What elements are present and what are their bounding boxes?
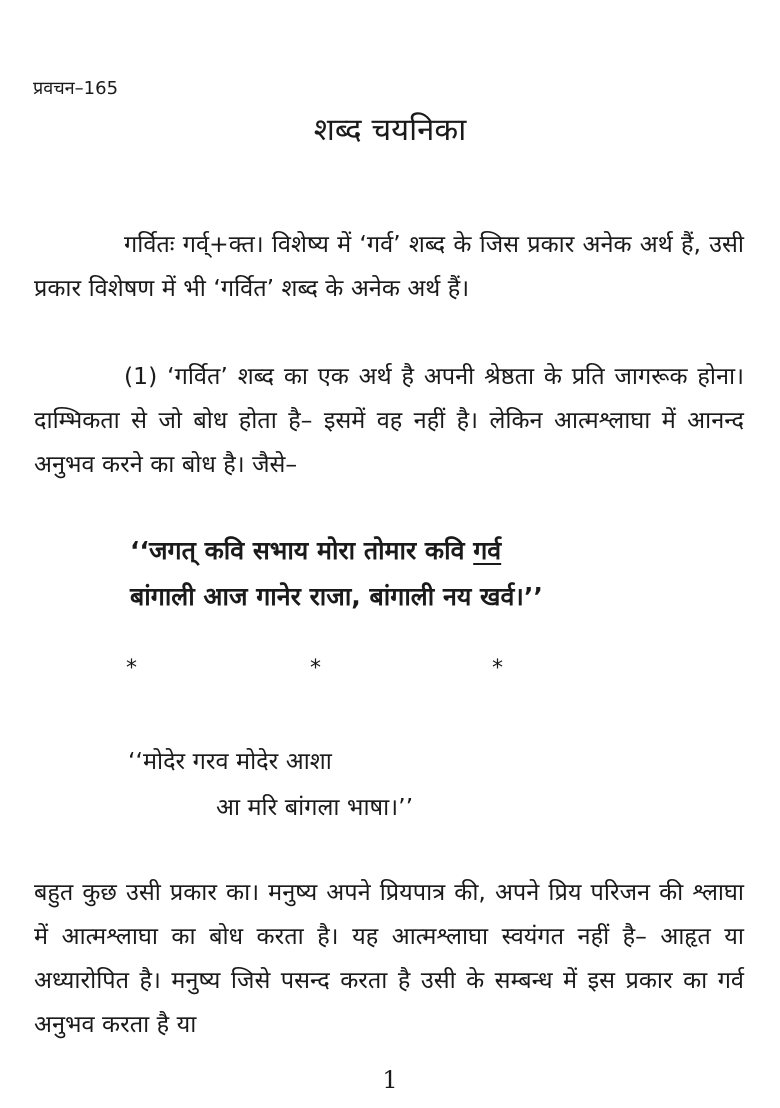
page-title: शब्द चयनिका [313,112,467,148]
page-number: 1 [382,1066,398,1094]
paragraph-1-text: गर्वितः गर्व्+क्त। विशेष्य में ‘गर्व’ शब्द के जिस प्रकार अनेक अर्थ हैं, उसी प्रकार विशेषण में भी ‘गर्वित’ शब्द के अनेक अर्थ हैं। [34,230,744,302]
paragraph-3-text: बहुत कुछ उसी प्रकार का। मनुष्य अपने प्रियपात्र की, अपने प्रिय परिजन की श्लाघा में आत्मश्लाघा का बोध करता है। यह आत्मश्लाघा स्वयंगत नहीं है– आहृत या अध्यारोपित है। मनुष्य जिसे पसन्द करता है उसी के सम्बन्ध में इस प्रकार का गर्व अनुभव करता है या [34,878,744,1038]
separator-star-2: * [310,656,321,681]
paragraph-1 [34,222,744,310]
verse-bengali-2 [128,738,728,830]
paragraph-3 [34,870,744,1046]
verse-bengali-1 [130,528,750,620]
separator-star-3: * [492,656,503,681]
verse-2-line-2: आ मरि बांगला भाषा।’’ [216,793,414,821]
verse-1-line-2: बांगाली आज गानेर राजा, बांगाली नय खर्व।’’ [130,582,543,611]
separator-star-1: * [126,656,137,681]
paragraph-2 [34,354,744,486]
verse-1-line-1-prefix: ‘‘जगत् कवि सभाय मोरा तोमार कवि [130,536,474,565]
verse-1-line-1 [130,528,750,574]
section-separator [0,656,780,686]
verse-1-underlined-word: गर्व [473,536,502,565]
paragraph-2-text: (1) ‘गर्वित’ शब्द का एक अर्थ है अपनी श्रेष्ठता के प्रति जागरूक होना। दाम्भिकता से जो बोध होता है– इसमें वह नहीं है। लेकिन आत्मश्लाघा में आनन्द अनुभव करने का बोध है। जैसे– [34,362,744,478]
verse-2-line-1: ‘‘मोदेर गरव मोदेर आशा [128,747,332,775]
chapter-label: प्रवचन–165 [33,78,119,99]
